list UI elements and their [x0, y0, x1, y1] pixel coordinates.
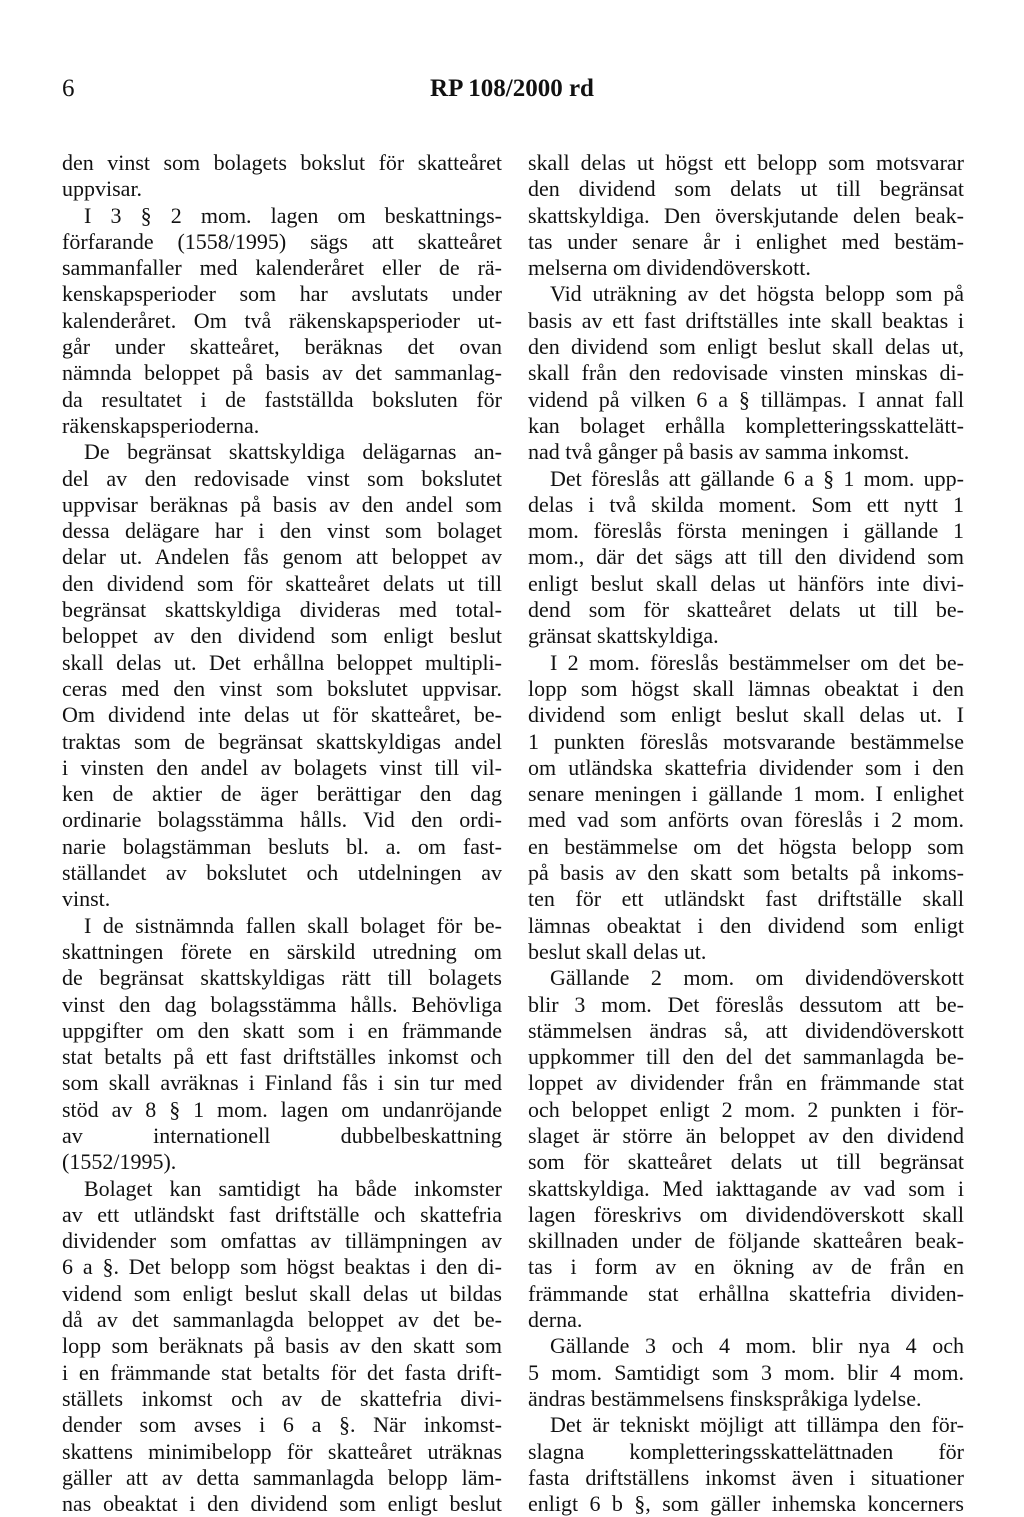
text-line: ten för ett utländskt fast driftställe skall: [528, 886, 964, 912]
text-line: lämnas obeaktat i den dividend som enligt: [528, 912, 964, 938]
text-line: Om dividend inte delas ut för skatteåret, be-: [62, 702, 502, 728]
text-line: dessa delägare har i den vinst som bolaget: [62, 518, 502, 544]
text-line: vinst den dag bolagsstämma hålls. Behövliga: [62, 991, 502, 1017]
text-line: dender som avses i 6 a §. När inkomst-: [62, 1412, 502, 1438]
text-line: narie bolagstämman besluts bl. a. om fast-: [62, 833, 502, 859]
text-line: ken de aktier de äger berättigar den dag: [62, 781, 502, 807]
text-line: ändras bestämmelsens finskspråkiga lydelse.: [528, 1385, 922, 1411]
text-line: 5 mom. Samtidigt som 3 mom. blir 4 mom.: [528, 1359, 964, 1385]
text-line: den dividend som för skatteåret delats ut till: [62, 570, 502, 596]
text-line: da resultatet i de fastställda boksluten för: [62, 386, 502, 412]
text-line: förfarande (1558/1995) sägs att skatteåret: [62, 228, 502, 254]
text-line: kenskapsperioder som har avslutats under: [62, 281, 502, 307]
text-line: derna.: [528, 1307, 583, 1333]
text-line: beloppet av den dividend som enligt beslut: [62, 623, 502, 649]
text-line: i vinsten den andel av bolagets vinst till vil-: [62, 754, 502, 780]
text-line: I 3 § 2 mom. lagen om beskattnings-: [84, 202, 502, 228]
text-line: skall från den redovisade vinsten minskas di-: [528, 360, 964, 386]
text-line: av ett utländskt fast driftställe och skattefria: [62, 1201, 502, 1227]
text-line: som skall avräknas i Finland fås i sin tur med: [62, 1070, 502, 1096]
text-line: mom. föreslås första meningen i gällande 1: [528, 518, 964, 544]
text-line: skillnaden under de följande skatteåren beak-: [528, 1228, 964, 1254]
text-line: kan bolaget erhålla kompletteringsskattelätt-: [528, 412, 964, 438]
page-number: 6: [62, 75, 75, 102]
text-line: Vid uträkning av det högsta belopp som på: [550, 281, 964, 307]
text-line: nad två gånger på basis av samma inkomst.: [528, 439, 910, 465]
text-line: enligt beslut skall delas ut hänförs inte divi-: [528, 570, 964, 596]
text-line: med vad som anförts ovan föreslås i 2 mom.: [528, 807, 964, 833]
text-line: lagen föreskrivs om dividendöverskott skall: [528, 1201, 964, 1227]
text-line: loppet av dividender från en främmande stat: [528, 1070, 964, 1096]
right-text-column: [528, 150, 964, 1517]
text-line: räkenskapsperioderna.: [62, 412, 260, 438]
text-line: skall delas ut. Det erhållna beloppet multipli-: [62, 649, 502, 675]
text-line: går under skatteåret, beräknas det ovan: [62, 334, 502, 360]
left-text-column: [62, 150, 502, 1517]
text-line: på basis av den skatt som betalts på inkoms-: [528, 860, 964, 886]
text-line: om utländska skattefria dividender som i den: [528, 754, 964, 780]
text-line: en bestämmelse om det högsta belopp som: [528, 833, 964, 859]
text-line: delar ut. Andelen fås genom att beloppet av: [62, 544, 502, 570]
text-line: uppgifter om den skatt som i en främmande: [62, 1017, 502, 1043]
text-line: sammanfaller med kalenderåret eller de rä-: [62, 255, 502, 281]
text-line: skall delas ut högst ett belopp som motsvarar: [528, 150, 964, 175]
text-line: lopp som beräknats på basis av den skatt som: [62, 1333, 502, 1359]
text-line: de begränsat skattskyldigas rätt till bolagets: [62, 965, 502, 991]
text-line: gränsat skattskyldiga.: [528, 623, 719, 649]
text-line: skattskyldiga. Den överskjutande delen beak-: [528, 202, 964, 228]
text-line: Bolaget kan samtidigt ha både inkomster: [84, 1175, 502, 1201]
document-id: RP 108/2000 rd: [430, 75, 594, 102]
text-line: Det är tekniskt möjligt att tillämpa den för-: [550, 1412, 964, 1438]
text-line: (1552/1995).: [62, 1149, 177, 1175]
text-line: beslut skall delas ut.: [528, 938, 707, 964]
text-line: traktas som de begränsat skattskyldigas andel: [62, 728, 502, 754]
text-line: stat betalts på ett fast driftställes inkomst och: [62, 1044, 502, 1070]
text-line: av internationell dubbelbeskattning: [62, 1122, 502, 1148]
text-line: stämmelsen ändras så, att dividendöverskott: [528, 1017, 964, 1043]
text-line: nämnda beloppet på basis av det sammanlag-: [62, 360, 502, 386]
text-line: i en främmande stat betalts för det fasta drift-: [62, 1359, 502, 1385]
text-line: den dividend som enligt beslut skall delas ut,: [528, 334, 964, 360]
text-line: vidend som enligt beslut skall delas ut bildas: [62, 1280, 502, 1306]
text-line: skattningen förete en särskild utredning om: [62, 938, 502, 964]
text-line: den dividend som delats ut till begränsat: [528, 176, 964, 202]
text-line: kalenderåret. Om två räkenskapsperioder ut-: [62, 307, 502, 333]
text-line: och beloppet enligt 2 mom. 2 punkten i för-: [528, 1096, 964, 1122]
text-line: den vinst som bolagets bokslut för skatteåret: [62, 150, 502, 175]
text-line: dend som för skatteåret delats ut till be-: [528, 597, 964, 623]
text-line: skattskyldiga. Med iakttagande av vad som i: [528, 1175, 964, 1201]
text-line: slagna kompletteringsskattelättnaden för: [528, 1438, 964, 1464]
text-line: ställets inkomst och av de skattefria divi-: [62, 1385, 502, 1411]
text-line: skattens minimibelopp för skatteåret uträknas: [62, 1438, 502, 1464]
text-line: begränsat skattskyldiga divideras med total-: [62, 597, 502, 623]
text-line: blir 3 mom. Det föreslås dessutom att be-: [528, 991, 964, 1017]
text-line: slaget är större än beloppet av den dividend: [528, 1122, 964, 1148]
text-line: uppkommer till den del det sammanlagda be-: [528, 1044, 964, 1070]
text-line: ordinarie bolagsstämma hålls. Vid den ordi-: [62, 807, 502, 833]
text-line: melserna om dividendöverskott.: [528, 255, 811, 281]
text-line: enligt 6 b §, som gäller inhemska koncerners: [528, 1491, 964, 1517]
text-line: tas under senare år i enlighet med bestäm-: [528, 228, 964, 254]
text-line: Det föreslås att gällande 6 a § 1 mom. upp-: [550, 465, 964, 491]
text-line: nas obeaktat i den dividend som enligt beslut: [62, 1491, 502, 1517]
text-line: basis av ett fast driftställes inte skall beaktas i: [528, 307, 964, 333]
text-line: De begränsat skattskyldiga delägarnas an-: [84, 439, 502, 465]
text-line: 1 punkten föreslås motsvarande bestämmelse: [528, 728, 964, 754]
text-line: senare meningen i gällande 1 mom. I enlighet: [528, 781, 964, 807]
text-line: tas i form av en ökning av de från en: [528, 1254, 964, 1280]
text-line: dividend som enligt beslut skall delas ut. I: [528, 702, 964, 728]
text-line: fasta driftställens inkomst även i situationer: [528, 1464, 964, 1490]
running-header: [62, 74, 962, 104]
text-line: I 2 mom. föreslås bestämmelser om det be-: [550, 649, 964, 675]
text-line: ställandet av bokslutet och utdelningen av: [62, 860, 502, 886]
text-line: uppvisar.: [62, 176, 143, 202]
text-line: ceras med den vinst som bokslutet uppvisar.: [62, 675, 502, 701]
text-line: främmande stat erhållna skattefria dividen-: [528, 1280, 964, 1306]
text-line: som för skatteåret delats ut till begränsat: [528, 1149, 964, 1175]
text-line: 6 a §. Det belopp som högst beaktas i den di-: [62, 1254, 502, 1280]
text-line: del av den redovisade vinst som bokslutet: [62, 465, 502, 491]
text-line: lopp som högst skall lämnas obeaktat i den: [528, 675, 964, 701]
text-line: vinst.: [62, 886, 111, 912]
text-line: mom., där det sägs att till den dividend som: [528, 544, 964, 570]
text-line: då av det sammanlagda beloppet av det be-: [62, 1307, 502, 1333]
text-line: uppvisar beräknas på basis av den andel som: [62, 491, 502, 517]
text-line: Gällande 3 och 4 mom. blir nya 4 och: [550, 1333, 964, 1359]
text-line: Gällande 2 mom. om dividendöverskott: [550, 965, 964, 991]
text-line: vidend på vilken 6 a § tillämpas. I annat fall: [528, 386, 964, 412]
text-line: stöd av 8 § 1 mom. lagen om undanröjande: [62, 1096, 502, 1122]
text-line: I de sistnämnda fallen skall bolaget för be-: [84, 912, 502, 938]
text-line: gäller att av detta sammanlagda belopp läm-: [62, 1464, 502, 1490]
text-line: dividender som omfattas av tillämpningen av: [62, 1228, 502, 1254]
text-line: delas i två skilda moment. Som ett nytt 1: [528, 491, 964, 517]
